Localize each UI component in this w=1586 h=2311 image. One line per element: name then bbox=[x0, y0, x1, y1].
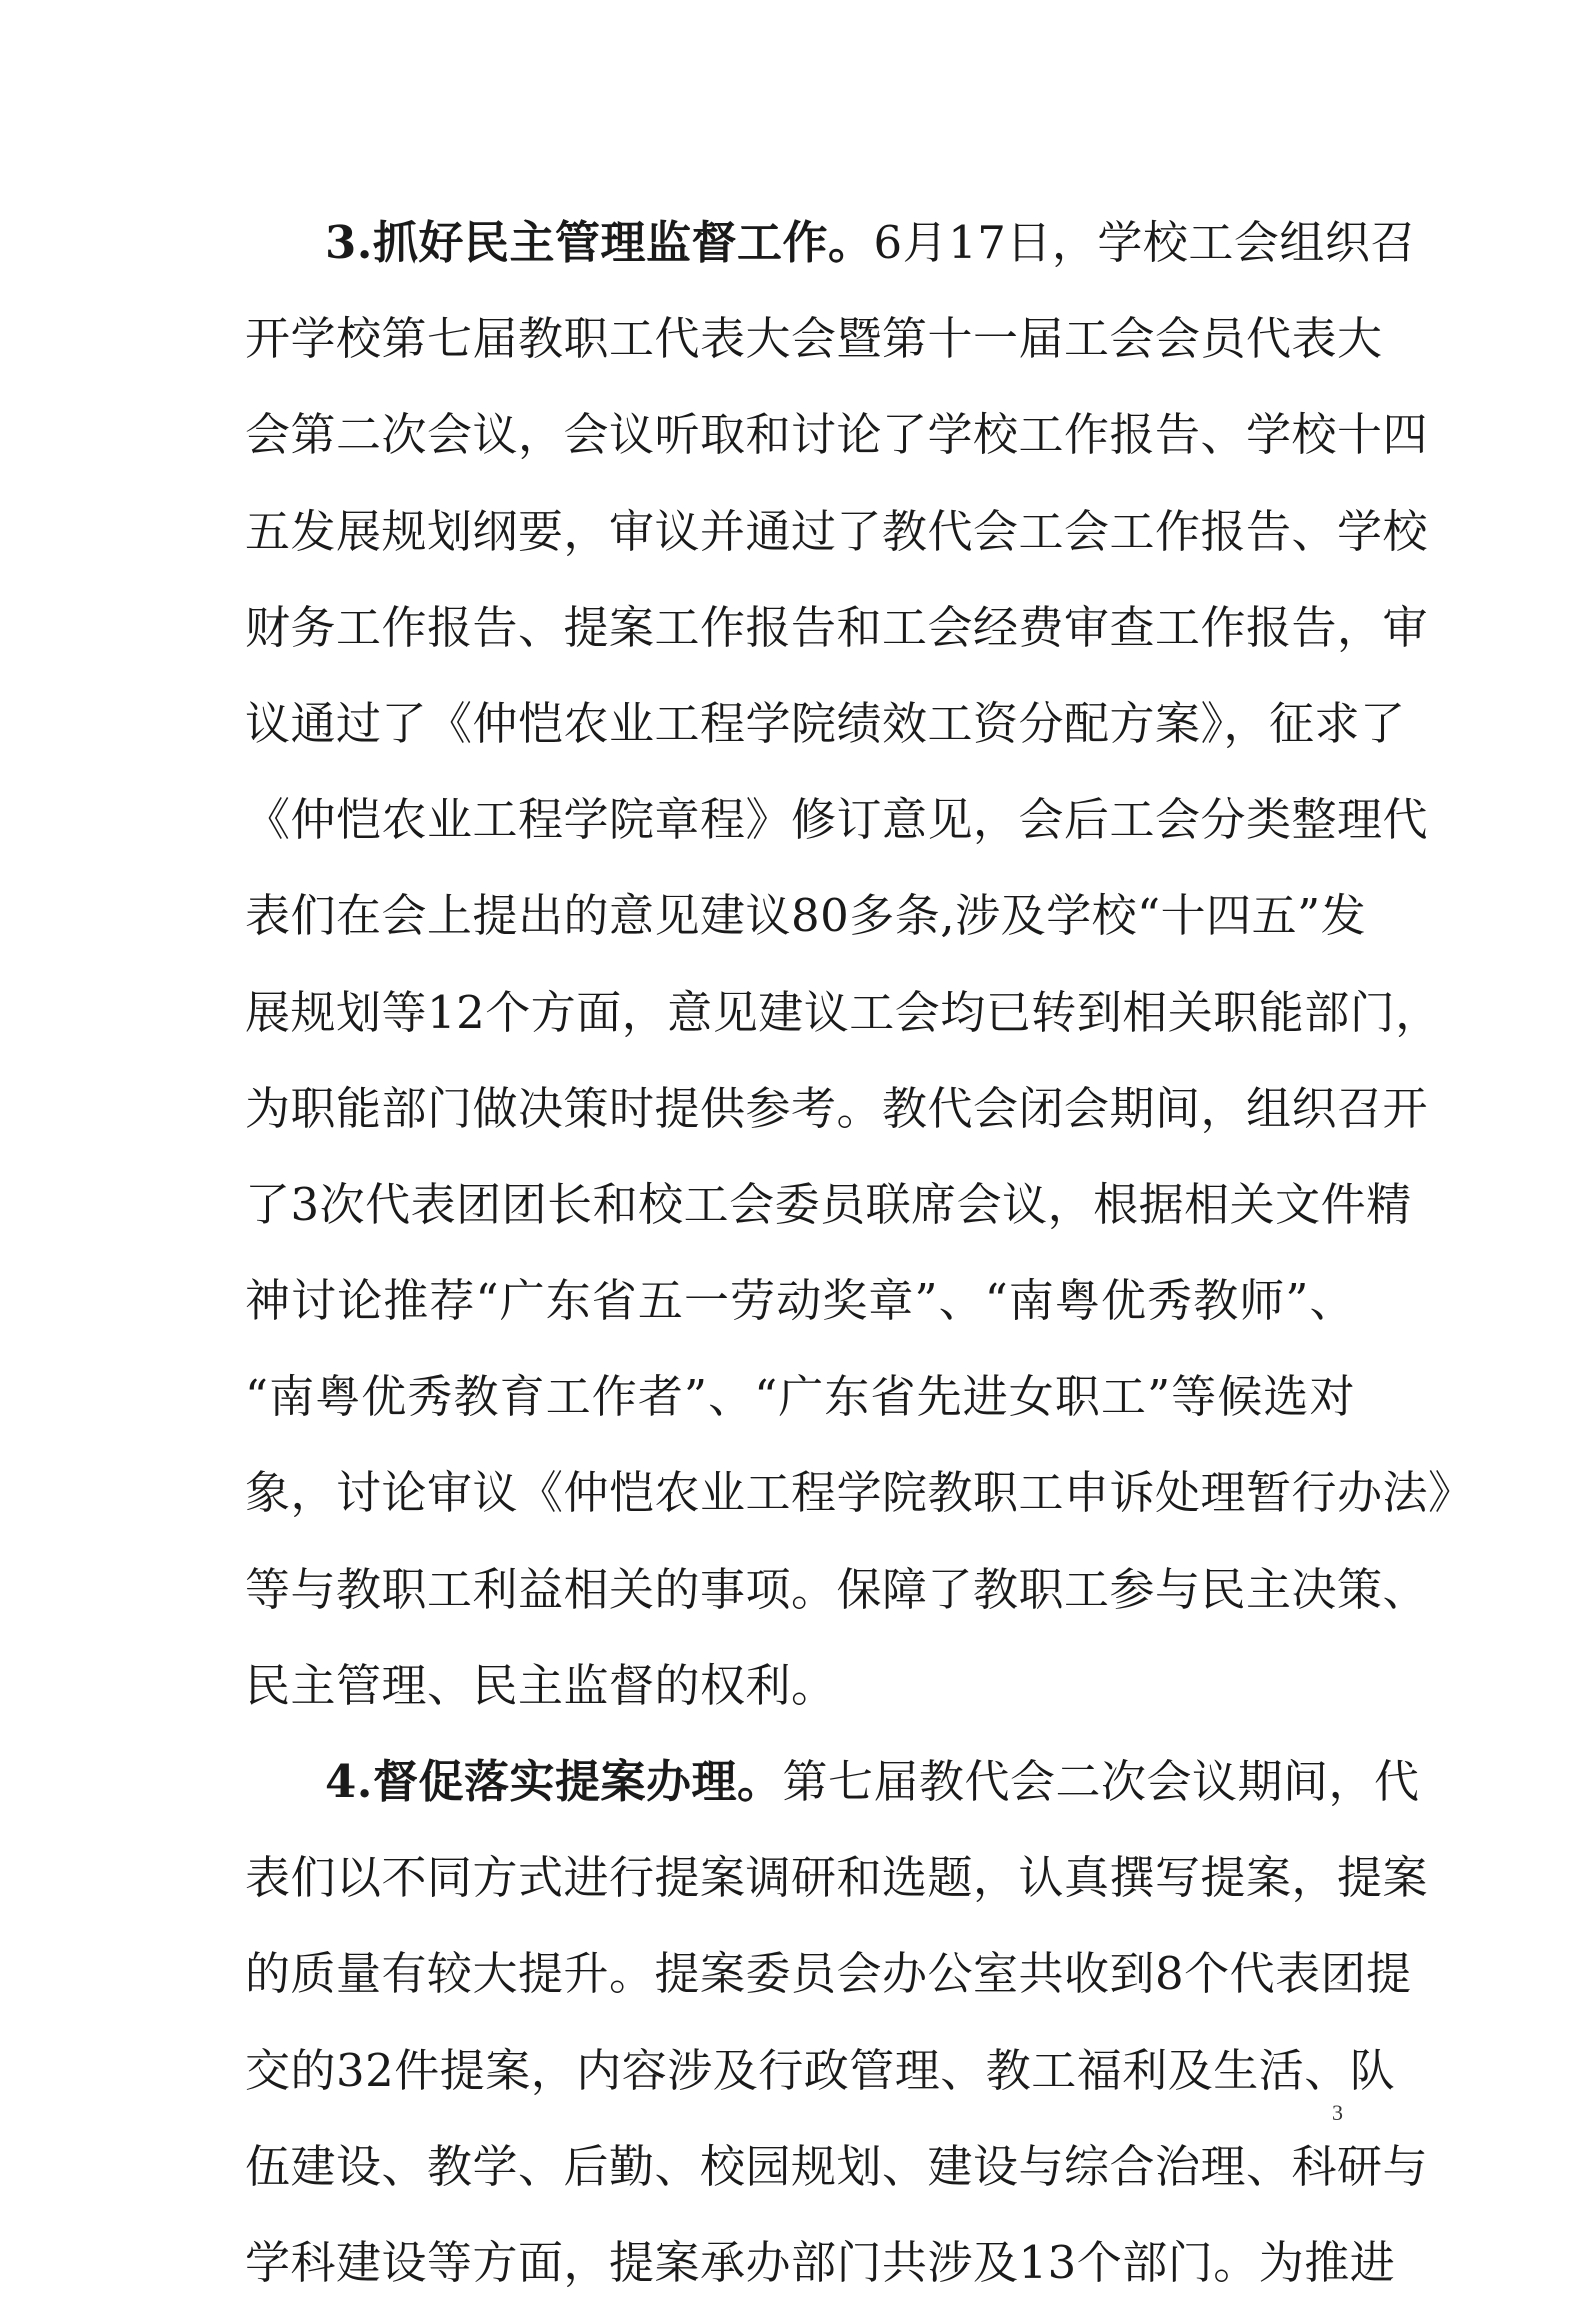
paragraph-1-line-2: 开学校第七届教职工代表大会暨第十一届工会会员代表大 bbox=[245, 312, 1383, 366]
paragraph-1-line-7: 《仲恺农业工程学院章程》修订意见，会后工会分类整理代 bbox=[245, 793, 1429, 847]
paragraph-2-line-1 bbox=[245, 1734, 1420, 1830]
paragraph-1-line-9: 展规划等12个方面，意见建议工会均已转到相关职能部门， bbox=[245, 985, 1441, 1039]
paragraph-1-line-13: “南粤优秀教育工作者”、“广东省先进女职工”等候选对 bbox=[245, 1370, 1355, 1424]
paragraph-1-line-4: 五发展规划纲要，审议并通过了教代会工会工作报告、学校 bbox=[245, 504, 1429, 558]
paragraph-2-line-5: 伍建设、教学、后勤、校园规划、建设与综合治理、科研与 bbox=[245, 2139, 1429, 2193]
section-heading-3: 3.抓好民主管理监督工作。 bbox=[325, 216, 874, 269]
paragraph-2-line-3: 的质量有较大提升。提案委员会办公室共收到8个代表团提 bbox=[245, 1947, 1412, 2001]
paragraph-1-line-15: 等与教职工利益相关的事项。保障了教职工参与民主决策、 bbox=[245, 1562, 1429, 1616]
section-heading-4: 4.督促落实提案办理。 bbox=[325, 1755, 783, 1808]
paragraph-1-line-5: 财务工作报告、提案工作报告和工会经费审查工作报告，审 bbox=[245, 600, 1429, 654]
paragraph-1-line-3: 会第二次会议，会议听取和讨论了学校工作报告、学校十四 bbox=[245, 408, 1429, 462]
document-body bbox=[245, 195, 1474, 2311]
paragraph-2-line-4: 交的32件提案，内容涉及行政管理、教工福利及生活、队 bbox=[245, 2043, 1396, 2097]
paragraph-1-line-12: 神讨论推荐“广东省五一劳动奖章”、“南粤优秀教师”、 bbox=[245, 1274, 1355, 1328]
paragraph-text: 6月17日，学校工会组织召 bbox=[873, 216, 1416, 269]
paragraph-1-line-11: 了3次代表团团长和校工会委员联席会议，根据相关文件精 bbox=[245, 1177, 1412, 1231]
paragraph-1-line-8: 表们在会上提出的意见建议80多条,涉及学校“十四五”发 bbox=[245, 889, 1367, 943]
paragraph-1-line-6: 议通过了《仲恺农业工程学院绩效工资分配方案》，征求了 bbox=[245, 696, 1406, 750]
paragraph-1-line-1 bbox=[245, 195, 1416, 291]
paragraph-1-line-16: 民主管理、民主监督的权利。 bbox=[245, 1658, 837, 1712]
page-number: 3 bbox=[1332, 2100, 1343, 2125]
paragraph-2-line-6: 学科建设等方面，提案承办部门共涉及13个部门。为推进 bbox=[245, 2235, 1396, 2289]
paragraph-text: 第七届教代会二次会议期间，代 bbox=[782, 1755, 1420, 1808]
paragraph-1-line-14: 象，讨论审议《仲恺农业工程学院教职工申诉处理暂行办法》 bbox=[245, 1466, 1474, 1520]
paragraph-1-line-10: 为职能部门做决策时提供参考。教代会闭会期间，组织召开 bbox=[245, 1081, 1429, 1135]
paragraph-2-line-2: 表们以不同方式进行提案调研和选题，认真撰写提案，提案 bbox=[245, 1851, 1429, 1905]
